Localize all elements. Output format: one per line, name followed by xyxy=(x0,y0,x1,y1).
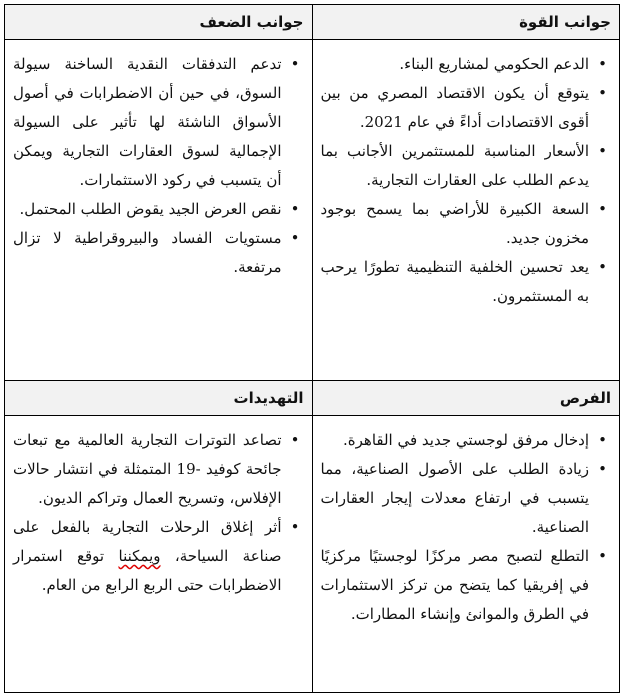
list-item: • إدخال مرفق لوجستي جديد في القاهرة. xyxy=(321,426,610,455)
list-item: • زيادة الطلب على الأصول الصناعية، مما يتسبب في ارتفاع معدلات إيجار العقارات الصناعية. xyxy=(321,455,610,542)
list-item: • الأسعار المناسبة للمستثمرين الأجانب بما يدعم الطلب على العقارات التجارية. xyxy=(321,137,610,195)
threats-header-cell xyxy=(5,381,313,416)
header-row-top xyxy=(5,5,620,40)
opportunities-header-cell xyxy=(312,381,620,416)
content-row-bottom xyxy=(5,416,620,693)
list-item: • يعد تحسين الخلفية التنظيمية تطورًا يرحب به المستثمرون. xyxy=(321,253,610,311)
list-item: • الدعم الحكومي لمشاريع البناء. xyxy=(321,50,610,79)
header-row-bottom xyxy=(5,381,620,416)
threats-item-text: توقع استمرار الاضطرابات حتى الربع الرابع من العام. xyxy=(13,547,282,594)
list-item: • تدعم التدفقات النقدية الساخنة سيولة السوق، في حين أن الاضطرابات في أصول الأسواق الناشئة لها تأثير على السيولة الإجمالية لسوق العقارات التجارية ويمكن أن يتسبب في ركود الاستثمارات. xyxy=(13,50,302,195)
strengths-title: جوانب القوة xyxy=(519,13,611,31)
list-item: • تصاعد التوترات التجارية العالمية مع تبعات جائحة كوفيد -19 المتمثلة في انتشار حالات الإفلاس، وتسريح العمال وتراكم الديون. xyxy=(13,426,302,513)
opportunities-list xyxy=(313,416,620,635)
list-item: • السعة الكبيرة للأراضي بما يسمح بوجود مخزون جديد. xyxy=(321,195,610,253)
list-item: • مستويات الفساد والبيروقراطية لا تزال مرتفعة. xyxy=(13,224,302,282)
content-row-top xyxy=(5,40,620,381)
threats-title: التهديدات xyxy=(233,389,304,407)
threats-cell xyxy=(5,416,313,693)
list-item: • يتوقع أن يكون الاقتصاد المصري من بين أقوى الاقتصادات أداءً في عام 2021. xyxy=(321,79,610,137)
threats-list xyxy=(5,416,312,606)
spellcheck-flagged-word: ويمكننا xyxy=(118,547,161,565)
list-item xyxy=(13,513,302,600)
threats-item-text: أثر إغلاق الرحلات التجارية بالفعل على صناعة السياحة، xyxy=(13,518,282,565)
list-item: • نقص العرض الجيد يقوض الطلب المحتمل. xyxy=(13,195,302,224)
swot-table xyxy=(4,4,620,693)
weaknesses-list xyxy=(5,40,312,288)
opportunities-title: الفرص xyxy=(559,389,611,407)
strengths-list xyxy=(313,40,620,317)
weaknesses-title: جوانب الضعف xyxy=(199,13,304,31)
weaknesses-cell xyxy=(5,40,313,381)
strengths-cell xyxy=(312,40,620,381)
weaknesses-header-cell xyxy=(5,5,313,40)
strengths-header-cell xyxy=(312,5,620,40)
opportunities-cell xyxy=(312,416,620,693)
list-item: • التطلع لتصبح مصر مركزًا لوجستيًا مركزيًا في إفريقيا كما يتضح من تركز الاستثمارات في الطرق والموانئ وإنشاء المطارات. xyxy=(321,542,610,629)
